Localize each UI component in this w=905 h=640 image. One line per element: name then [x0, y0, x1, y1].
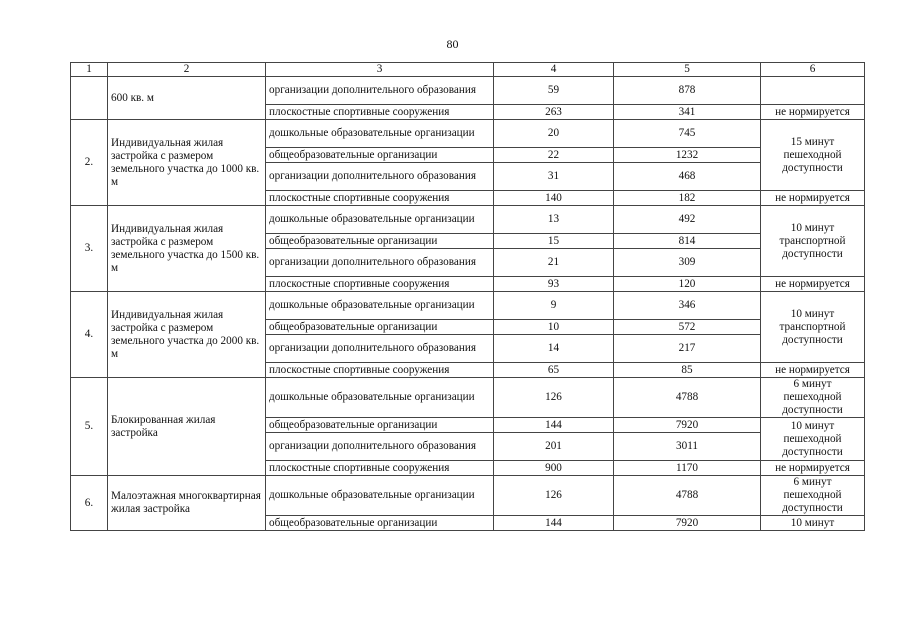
object-type-cell: Индивидуальная жилая застройка с размером земельного участка до 1500 кв. м — [108, 206, 266, 292]
capacity-cell: 309 — [614, 249, 761, 277]
capacity-cell: 59 — [494, 77, 614, 105]
facility-name-cell: плоскостные спортивные сооружения — [266, 363, 494, 378]
capacity-cell: 900 — [494, 461, 614, 476]
capacity-cell: 7920 — [614, 516, 761, 531]
capacity-cell: 13 — [494, 206, 614, 234]
capacity-cell: 492 — [614, 206, 761, 234]
capacity-cell: 572 — [614, 320, 761, 335]
table-row — [71, 476, 865, 516]
facility-name-cell: организации дополнительного образования — [266, 163, 494, 191]
norms-table — [70, 62, 865, 531]
row-number-cell: 3. — [71, 206, 108, 292]
capacity-cell: 14 — [494, 335, 614, 363]
capacity-cell: 120 — [614, 277, 761, 292]
header-cell: 4 — [494, 63, 614, 77]
capacity-cell: 144 — [494, 516, 614, 531]
accessibility-cell: 10 минут транспортной доступности — [761, 292, 865, 363]
capacity-cell: 9 — [494, 292, 614, 320]
facility-name-cell: дошкольные образовательные организации — [266, 292, 494, 320]
table-row — [71, 378, 865, 418]
capacity-cell: 182 — [614, 191, 761, 206]
accessibility-cell: не нормируется — [761, 277, 865, 292]
facility-name-cell: плоскостные спортивные сооружения — [266, 277, 494, 292]
object-type-cell: 600 кв. м — [108, 77, 266, 120]
facility-name-cell: общеобразовательные организации — [266, 148, 494, 163]
header-row — [71, 63, 865, 77]
facility-name-cell: плоскостные спортивные сооружения — [266, 191, 494, 206]
object-type-cell: Блокированная жилая застройка — [108, 378, 266, 476]
capacity-cell: 346 — [614, 292, 761, 320]
accessibility-cell: 10 минут транспортной доступности — [761, 206, 865, 277]
header-cell: 1 — [71, 63, 108, 77]
capacity-cell: 263 — [494, 105, 614, 120]
capacity-cell: 126 — [494, 476, 614, 516]
capacity-cell: 468 — [614, 163, 761, 191]
header-cell: 2 — [108, 63, 266, 77]
accessibility-cell — [761, 77, 865, 105]
accessibility-cell: не нормируется — [761, 105, 865, 120]
capacity-cell: 201 — [494, 433, 614, 461]
capacity-cell: 15 — [494, 234, 614, 249]
accessibility-cell: 6 минут пешеходной доступности — [761, 476, 865, 516]
accessibility-cell: не нормируется — [761, 363, 865, 378]
capacity-cell: 126 — [494, 378, 614, 418]
facility-name-cell: организации дополнительного образования — [266, 335, 494, 363]
facility-name-cell: организации дополнительного образования — [266, 77, 494, 105]
capacity-cell: 745 — [614, 120, 761, 148]
table-row — [71, 206, 865, 234]
capacity-cell: 4788 — [614, 378, 761, 418]
header-cell: 5 — [614, 63, 761, 77]
capacity-cell: 217 — [614, 335, 761, 363]
capacity-cell: 1170 — [614, 461, 761, 476]
facility-name-cell: дошкольные образовательные организации — [266, 476, 494, 516]
row-number-cell — [71, 77, 108, 120]
table-row — [71, 292, 865, 320]
accessibility-cell: 6 минут пешеходной доступности — [761, 378, 865, 418]
accessibility-cell: 10 минут — [761, 516, 865, 531]
facility-name-cell: общеобразовательные организации — [266, 234, 494, 249]
row-number-cell: 2. — [71, 120, 108, 206]
page-number: 80 — [446, 37, 459, 51]
capacity-cell: 10 — [494, 320, 614, 335]
facility-name-cell: дошкольные образовательные организации — [266, 206, 494, 234]
facility-name-cell: общеобразовательные организации — [266, 418, 494, 433]
capacity-cell: 814 — [614, 234, 761, 249]
row-number-cell: 5. — [71, 378, 108, 476]
object-type-cell: Индивидуальная жилая застройка с размером земельного участка до 1000 кв. м — [108, 120, 266, 206]
facility-name-cell: плоскостные спортивные сооружения — [266, 461, 494, 476]
capacity-cell: 144 — [494, 418, 614, 433]
capacity-cell: 31 — [494, 163, 614, 191]
facility-name-cell: плоскостные спортивные сооружения — [266, 105, 494, 120]
accessibility-cell: не нормируется — [761, 191, 865, 206]
capacity-cell: 20 — [494, 120, 614, 148]
capacity-cell: 65 — [494, 363, 614, 378]
header-cell: 3 — [266, 63, 494, 77]
table-row — [71, 77, 865, 105]
accessibility-cell: не нормируется — [761, 461, 865, 476]
facility-name-cell: общеобразовательные организации — [266, 516, 494, 531]
facility-name-cell: организации дополнительного образования — [266, 433, 494, 461]
capacity-cell: 140 — [494, 191, 614, 206]
capacity-cell: 341 — [614, 105, 761, 120]
capacity-cell: 4788 — [614, 476, 761, 516]
capacity-cell: 878 — [614, 77, 761, 105]
facility-name-cell: дошкольные образовательные организации — [266, 378, 494, 418]
facility-name-cell: дошкольные образовательные организации — [266, 120, 494, 148]
capacity-cell: 93 — [494, 277, 614, 292]
capacity-cell: 85 — [614, 363, 761, 378]
accessibility-cell: 10 минут пешеходной доступности — [761, 418, 865, 461]
row-number-cell: 4. — [71, 292, 108, 378]
facility-name-cell: общеобразовательные организации — [266, 320, 494, 335]
object-type-cell: Индивидуальная жилая застройка с размером земельного участка до 2000 кв. м — [108, 292, 266, 378]
capacity-cell: 3011 — [614, 433, 761, 461]
capacity-cell: 1232 — [614, 148, 761, 163]
table-row — [71, 120, 865, 148]
capacity-cell: 21 — [494, 249, 614, 277]
capacity-cell: 22 — [494, 148, 614, 163]
facility-name-cell: организации дополнительного образования — [266, 249, 494, 277]
object-type-cell: Малоэтажная многоквартирная жилая застройка — [108, 476, 266, 531]
header-cell: 6 — [761, 63, 865, 77]
capacity-cell: 7920 — [614, 418, 761, 433]
row-number-cell: 6. — [71, 476, 108, 531]
accessibility-cell: 15 минут пешеходной доступности — [761, 120, 865, 191]
